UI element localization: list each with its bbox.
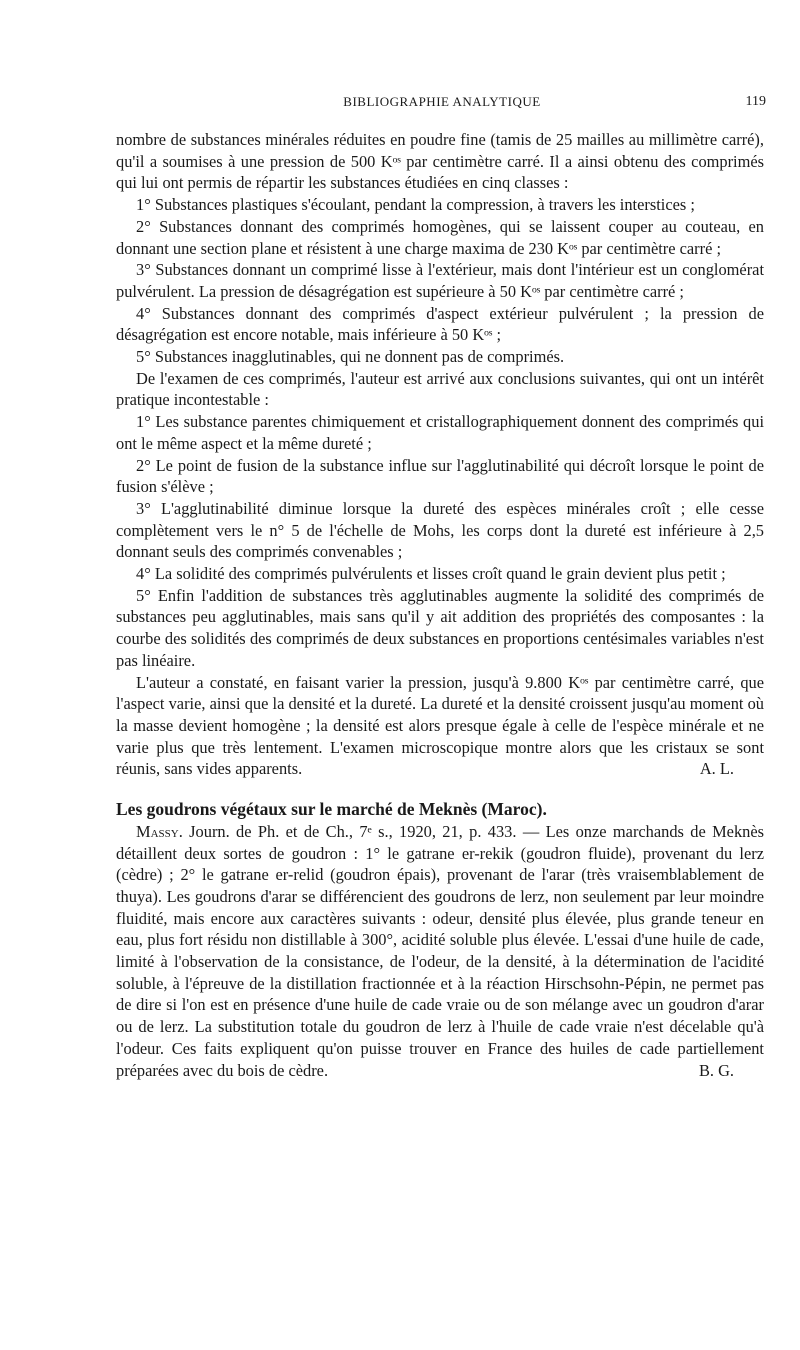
paragraph-text: L'auteur a constaté, en faisant varier la pression, jusqu'à 9.800 Kᵒˢ par centimètre carré, que l'aspect varie, ainsi que la densité et la dureté. La dureté et la densité croissent jusqu'au moment où la masse devient homogène ; la densité est alors presque égale à celle de l'espèce minérale et ne varie plus que très lentement. L'examen microscopique montre alors que les cristaux se sont réunis, sans vides apparents. bbox=[116, 672, 764, 779]
signature: A. L. bbox=[699, 759, 734, 779]
paragraph: 4° La solidité des comprimés pulvérulents et lisses croît quand le grain devient plus petit ; bbox=[136, 564, 726, 584]
running-title: BIBLIOGRAPHIE ANALYTIQUE bbox=[343, 94, 541, 109]
signature: B. G. bbox=[698, 1060, 734, 1080]
paragraph bbox=[116, 672, 764, 781]
paragraph bbox=[116, 821, 764, 1081]
paragraph: 2° Le point de fusion de la substance influe sur l'agglutinabilité qui décroît lorsque le point de fusion s'élève ; bbox=[116, 455, 764, 497]
paragraph: De l'examen de ces comprimés, l'auteur est arrivé aux conclusions suivantes, qui ont un intérêt pratique incontestable : bbox=[116, 368, 764, 410]
paragraph: 5° Substances inagglutinables, qui ne donnent pas de comprimés. bbox=[136, 347, 565, 367]
page-number: 119 bbox=[745, 94, 766, 109]
paragraph: 2° Substances donnant des comprimés homogènes, qui se laissent couper au couteau, en donnant une section plane et résistent à une charge maxima de 230 Kᵒˢ par centimètre carré ; bbox=[116, 216, 764, 258]
paragraph-text: Journ. de Ph. et de Ch., 7ᵉ s., 1920, 21, p. 433. — Les onze marchands de Meknès détaillent deux sortes de goudron : 1° le gatrane er-rekik (goudron fluide), provenant du lerz (cèdre) ; 2° le gatrane er-relid (goudron épais), provenant de l'arar (très vraisemblablement de thuya). Les goudrons d'arar se différencient des goudrons de lerz, non seulement par leur moindre fluidité, mais encore aux caractères suivants : odeur, densité plus élevée, plus grande teneur en eau, plus fort résidu non distillable à 300°, acidité soluble plus élevée. L'essai d'une huile de cade, limité à l'observation de la consistance, de l'odeur, de la densité, à la détermination de l'acidité soluble, à l'épreuve de la distillation fractionnée et à la réaction Hirschsohn-Pépin, ne permet pas de dire si l'on est en présence d'une huile de cade vraie ou de son mélange avec un goudron d'arar ou de lerz. La substitution totale du goudron de lerz à l'huile de cade vraie n'est décelable qu'à l'odeur. Ces faits expliquent qu'on puisse trouver en France des huiles de cade partiellement préparées avec du bois de cèdre. bbox=[116, 821, 764, 1080]
page-header bbox=[118, 94, 766, 114]
article-title: Les goudrons végétaux sur le marché de Meknès (Maroc). bbox=[116, 799, 547, 820]
paragraph: 1° Les substance parentes chimiquement et cristallographiquement donnent des comprimés qui ont le même aspect et la même dureté ; bbox=[116, 412, 764, 453]
paragraph: 3° L'agglutinabilité diminue lorsque la dureté des espèces minérales croît ; elle cesse complètement vers le n° 5 de l'échelle de Mohs, les corps dont la dureté est inférieure à 2,5 donnant seuls des comprimés convenables ; bbox=[116, 498, 764, 562]
paragraph: 3° Substances donnant un comprimé lisse à l'extérieur, mais dont l'intérieur est un conglomérat pulvérulent. La pression de désagrégation est supérieure à 50 Kᵒˢ par centimètre carré ; bbox=[116, 260, 764, 301]
paragraph: 4° Substances donnant des comprimés d'aspect extérieur pulvérulent ; la pression de désagrégation est encore notable, mais inférieure à 50 Kᵒˢ ; bbox=[116, 303, 764, 345]
paragraph: nombre de substances minérales réduites en poudre fine (tamis de 25 mailles au millimètre carré), qu'il a soumises à une pression de 500 Kᵒˢ par centimètre carré. Il a ainsi obtenu des comprimés qui lui ont permis de répartir les substances étudiées en cinq classes : bbox=[116, 130, 764, 193]
author-name: Massy. bbox=[136, 821, 183, 841]
page-body bbox=[116, 129, 764, 1081]
paragraph: 5° Enfin l'addition de substances très agglutinables augmente la solidité des comprimés de substances peu agglutinables, mais sans qu'il y ait addition des propriétés des composantes : la courbe des solidités des comprimés de deux substances en proportions centésimales variables n'est pas linéaire. bbox=[116, 585, 764, 670]
paragraph: 1° Substances plastiques s'écoulant, pendant la compression, à travers les interstices ; bbox=[136, 195, 695, 215]
